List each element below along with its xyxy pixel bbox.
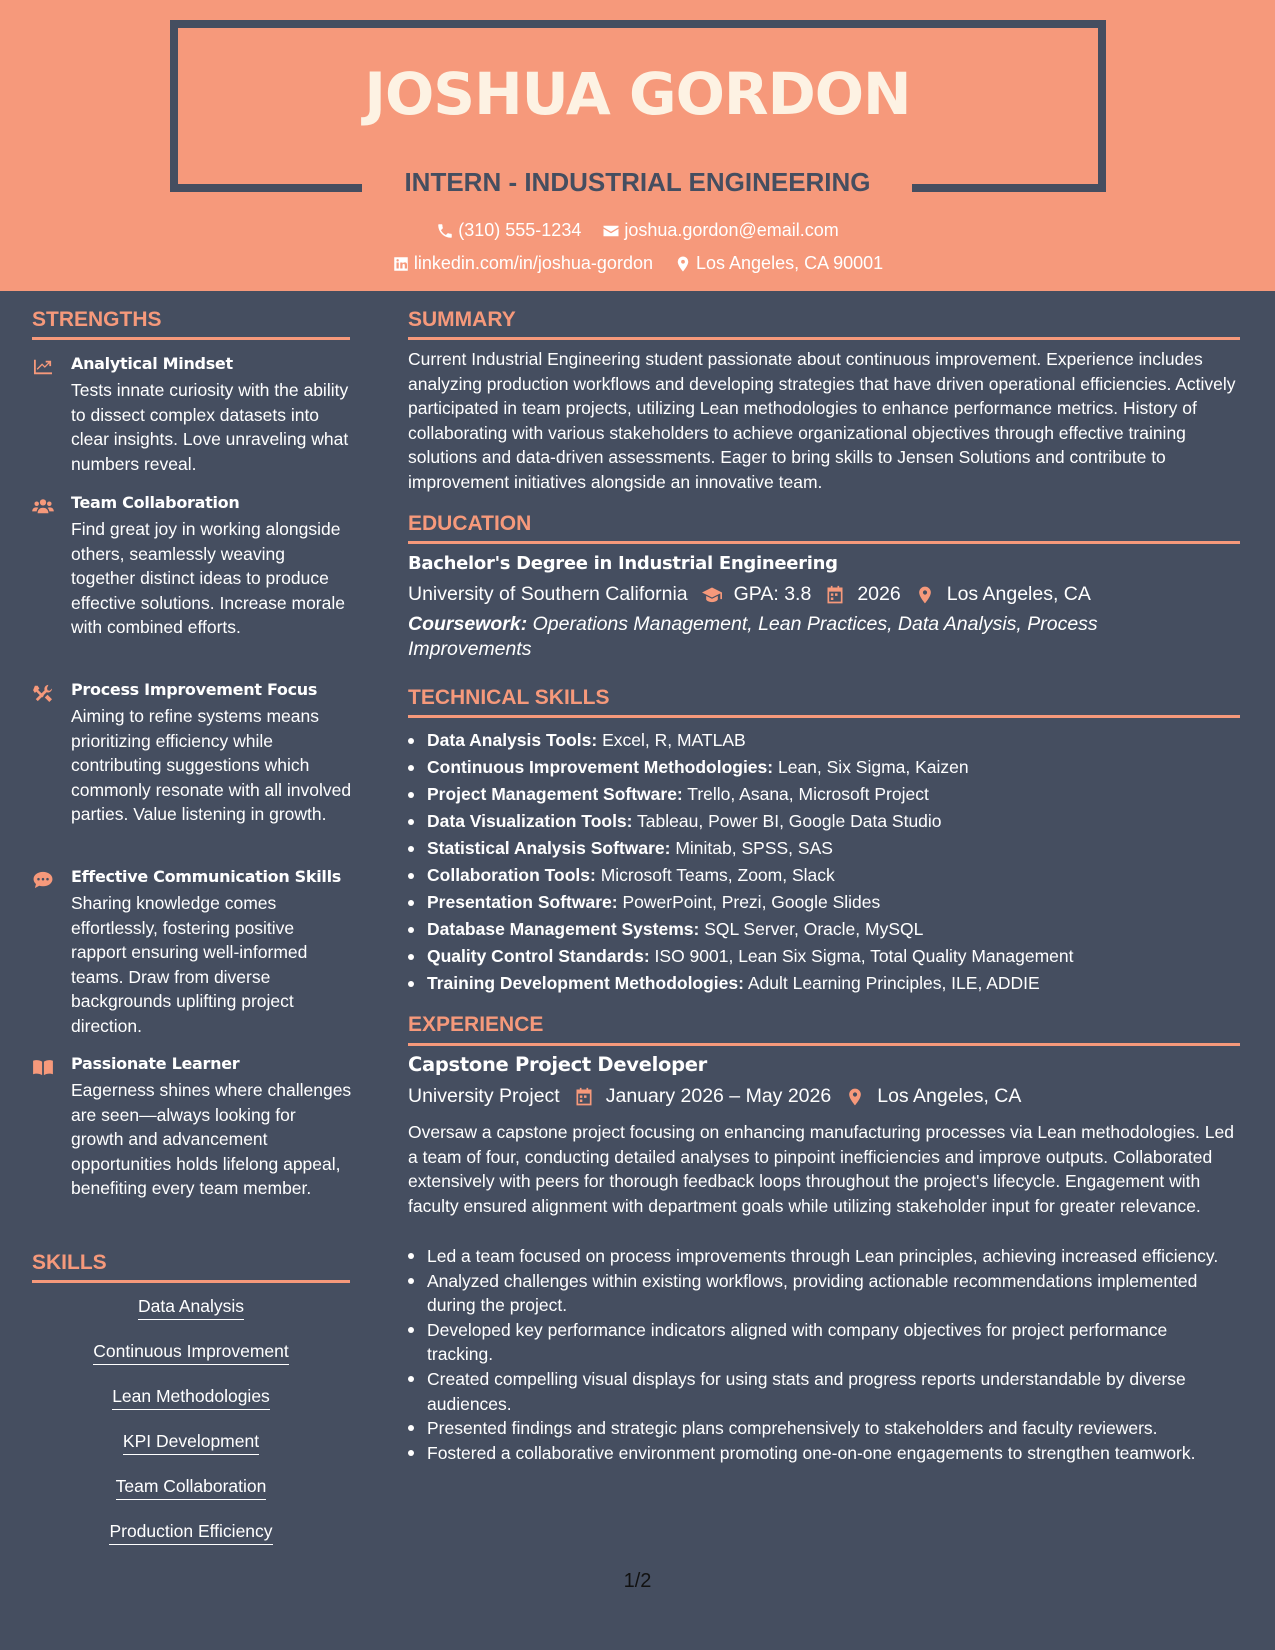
experience-heading: EXPERIENCE <box>408 1013 544 1036</box>
skill-item <box>32 1521 350 1566</box>
job-title: Capstone Project Developer <box>408 1053 707 1076</box>
tech-skill-item <box>408 808 1238 835</box>
skill-item <box>32 1341 350 1386</box>
job-target-title: INTERN - INDUSTRIAL ENGINEERING <box>404 167 871 197</box>
strength-description: Tests innate curiosity with the ability to dissect complex datasets into clear insights. Love unraveling what numbers reveal. <box>71 380 349 474</box>
education-rule <box>408 541 1240 544</box>
coursework-label: Coursework: <box>408 613 528 635</box>
speech-bubble-icon <box>32 871 54 889</box>
technical-skills-rule <box>408 715 1240 718</box>
contact-row-1 <box>0 220 1275 245</box>
strength-title: Analytical Mindset <box>71 354 233 373</box>
education-heading: EDUCATION <box>408 512 532 535</box>
chart-line-icon <box>32 358 54 376</box>
header <box>0 0 1275 291</box>
email-text: joshua.gordon@email.com <box>624 220 839 240</box>
experience-bullets <box>408 1244 1238 1465</box>
tech-skill-item <box>408 862 1238 889</box>
tech-skill-item <box>408 889 1238 916</box>
experience-bullet: Analyzed challenges within existing workflows, providing actionable recommendations implemented during the project. <box>408 1269 1238 1318</box>
tech-skill-value: Trello, Asana, Microsoft Project <box>687 784 929 804</box>
tech-skill-value: Adult Learning Principles, ILE, ADDIE <box>747 973 1040 993</box>
location-contact <box>674 253 883 274</box>
tech-skill-value: Microsoft Teams, Zoom, Slack <box>600 865 835 885</box>
map-pin-icon <box>915 585 935 605</box>
tech-skill-value: PowerPoint, Prezi, Google Slides <box>622 892 881 912</box>
tech-skill-item <box>408 754 1238 781</box>
tech-skill-item <box>408 835 1238 862</box>
skills-rule <box>32 1280 350 1283</box>
experience-rule <box>408 1043 1240 1046</box>
skill-item <box>32 1296 350 1341</box>
tech-skill-value: ISO 9001, Lean Six Sigma, Total Quality Management <box>654 946 1074 966</box>
skill-label: Production Efficiency <box>109 1521 272 1545</box>
tech-skill-label: Quality Control Standards: <box>427 946 650 966</box>
tech-skill-label: Statistical Analysis Software: <box>427 838 671 858</box>
tech-skill-item <box>408 970 1238 997</box>
phone-text: (310) 555-1234 <box>458 220 582 240</box>
calendar-icon <box>825 585 845 605</box>
tech-skill-label: Collaboration Tools: <box>427 865 596 885</box>
skill-label: Continuous Improvement <box>93 1341 289 1365</box>
school-location: Los Angeles, CA <box>946 583 1091 605</box>
tech-skill-item <box>408 916 1238 943</box>
school-name: University of Southern California <box>408 583 688 605</box>
tech-skill-label: Data Visualization Tools: <box>427 811 633 831</box>
skill-item <box>32 1386 350 1431</box>
summary-rule <box>408 337 1240 340</box>
tech-skill-label: Training Development Methodologies: <box>427 973 744 993</box>
page-number: 1/2 <box>623 1570 652 1592</box>
job-location: Los Angeles, CA <box>877 1085 1022 1107</box>
map-pin-icon <box>845 1087 865 1107</box>
experience-bullet: Presented findings and strategic plans comprehensively to stakeholders and faculty reviewers. <box>408 1416 1238 1441</box>
gpa: GPA: 3.8 <box>733 583 812 605</box>
tech-skill-item <box>408 727 1238 754</box>
coursework <box>408 612 1218 662</box>
degree-title: Bachelor's Degree in Industrial Engineering <box>408 553 838 574</box>
organization: University Project <box>408 1085 560 1107</box>
map-pin-icon <box>674 255 692 273</box>
experience-bullet: Led a team focused on process improvements through Lean principles, achieving increased efficiency. <box>408 1244 1238 1269</box>
graduation-year: 2026 <box>857 583 901 605</box>
email-contact[interactable] <box>602 220 838 241</box>
skill-label: Data Analysis <box>138 1296 244 1320</box>
skill-label: KPI Development <box>123 1431 259 1455</box>
skill-item <box>32 1476 350 1521</box>
job-description: Oversaw a capstone project focusing on enhancing manufacturing processes via Lean methodologies. Led a team of four, conducting detailed analyses to pinpoint inefficiencies and improve outputs. Collaborated extensively with peers for thorough feedback loops throughout the project's lifecycle. Engagement with faculty ensured alignment with department goals while utilizing stakeholder input for greater relevance. <box>408 1122 1234 1216</box>
tech-skill-value: Minitab, SPSS, SAS <box>675 838 833 858</box>
envelope-icon <box>602 222 620 240</box>
contact-row-2 <box>0 253 1275 278</box>
skill-label: Team Collaboration <box>116 1476 267 1500</box>
skills-heading: SKILLS <box>32 1251 107 1274</box>
education-meta <box>408 583 1091 606</box>
phone-icon <box>436 222 454 240</box>
tech-skill-value: Lean, Six Sigma, Kaizen <box>777 757 969 777</box>
tech-skill-item <box>408 943 1238 970</box>
tech-skill-label: Presentation Software: <box>427 892 618 912</box>
linkedin-text: linkedin.com/in/joshua-gordon <box>413 253 653 273</box>
tech-skill-label: Database Management Systems: <box>427 919 700 939</box>
users-icon <box>32 497 54 515</box>
tech-skill-value: Tableau, Power BI, Google Data Studio <box>637 811 942 831</box>
skill-item <box>32 1431 350 1476</box>
tech-skill-label: Data Analysis Tools: <box>427 730 598 750</box>
technical-skills-heading: TECHNICAL SKILLS <box>408 686 610 709</box>
strength-description: Find great joy in working alongside others, seamlessly weaving together distinct ideas to produce effective solutions. Increase morale with combined efforts. <box>71 519 345 638</box>
tech-skill-value: Excel, R, MATLAB <box>602 730 746 750</box>
book-open-icon <box>32 1058 54 1076</box>
strength-description: Aiming to refine systems means prioritizing efficiency while contributing suggestions which commonly resonate with all involved parties. Value listening in growth. <box>71 706 352 825</box>
strengths-rule <box>32 337 350 340</box>
tech-skill-label: Project Management Software: <box>427 784 683 804</box>
strength-title: Process Improvement Focus <box>71 680 318 699</box>
linkedin-icon <box>392 255 410 273</box>
tech-skill-value: SQL Server, Oracle, MySQL <box>704 919 924 939</box>
strength-title: Team Collaboration <box>71 493 240 512</box>
linkedin-contact[interactable] <box>392 253 653 274</box>
location-text: Los Angeles, CA 90001 <box>696 253 884 273</box>
graduation-cap-icon <box>702 585 722 605</box>
skill-label: Lean Methodologies <box>112 1386 270 1410</box>
summary-text: Current Industrial Engineering student passionate about continuous improvement. Experience includes analyzing production workflows and developing strategies that have driven operational efficiencies. Actively participated in team projects, utilizing Lean methodologies to enhance performance metrics. History of collaborating with various stakeholders to achieve organizational objectives through effective training solutions and data-driven assessments. Eager to bring skills to Jensen Solutions and contribute to improvement initiatives alongside an innovative team. <box>408 349 1236 492</box>
summary-heading: SUMMARY <box>408 308 516 331</box>
phone-contact[interactable] <box>436 220 581 241</box>
experience-meta <box>408 1085 1021 1108</box>
strength-title: Effective Communication Skills <box>71 867 342 886</box>
coursework-list: Operations Management, Lean Practices, Data Analysis, Process Improvements <box>408 613 1098 660</box>
technical-skills-list <box>408 727 1238 997</box>
experience-bullet: Developed key performance indicators aligned with company objectives for project performance tracking. <box>408 1318 1238 1367</box>
calendar-icon <box>574 1087 594 1107</box>
experience-bullet: Fostered a collaborative environment promoting one-on-one engagements to strengthen teamwork. <box>408 1441 1238 1466</box>
strengths-heading: STRENGTHS <box>32 308 162 331</box>
candidate-name: JOSHUA GORDON <box>364 60 911 128</box>
strength-description: Sharing knowledge comes effortlessly, fostering positive rapport ensuring well-informed teams. Draw from diverse backgrounds uplifting project direction. <box>71 893 308 1036</box>
experience-bullet: Created compelling visual displays for using stats and progress reports understandable by diverse audiences. <box>408 1367 1238 1416</box>
tech-skill-label: Continuous Improvement Methodologies: <box>427 757 774 777</box>
tools-icon <box>32 684 54 702</box>
skills-list <box>32 1296 350 1566</box>
strength-title: Passionate Learner <box>71 1054 240 1073</box>
tech-skill-item <box>408 781 1238 808</box>
job-dates: January 2026 – May 2026 <box>605 1085 832 1107</box>
strength-description: Eagerness shines where challenges are seen—always looking for growth and advancement opportunities holds lifelong appeal, benefiting every team member. <box>71 1080 352 1199</box>
